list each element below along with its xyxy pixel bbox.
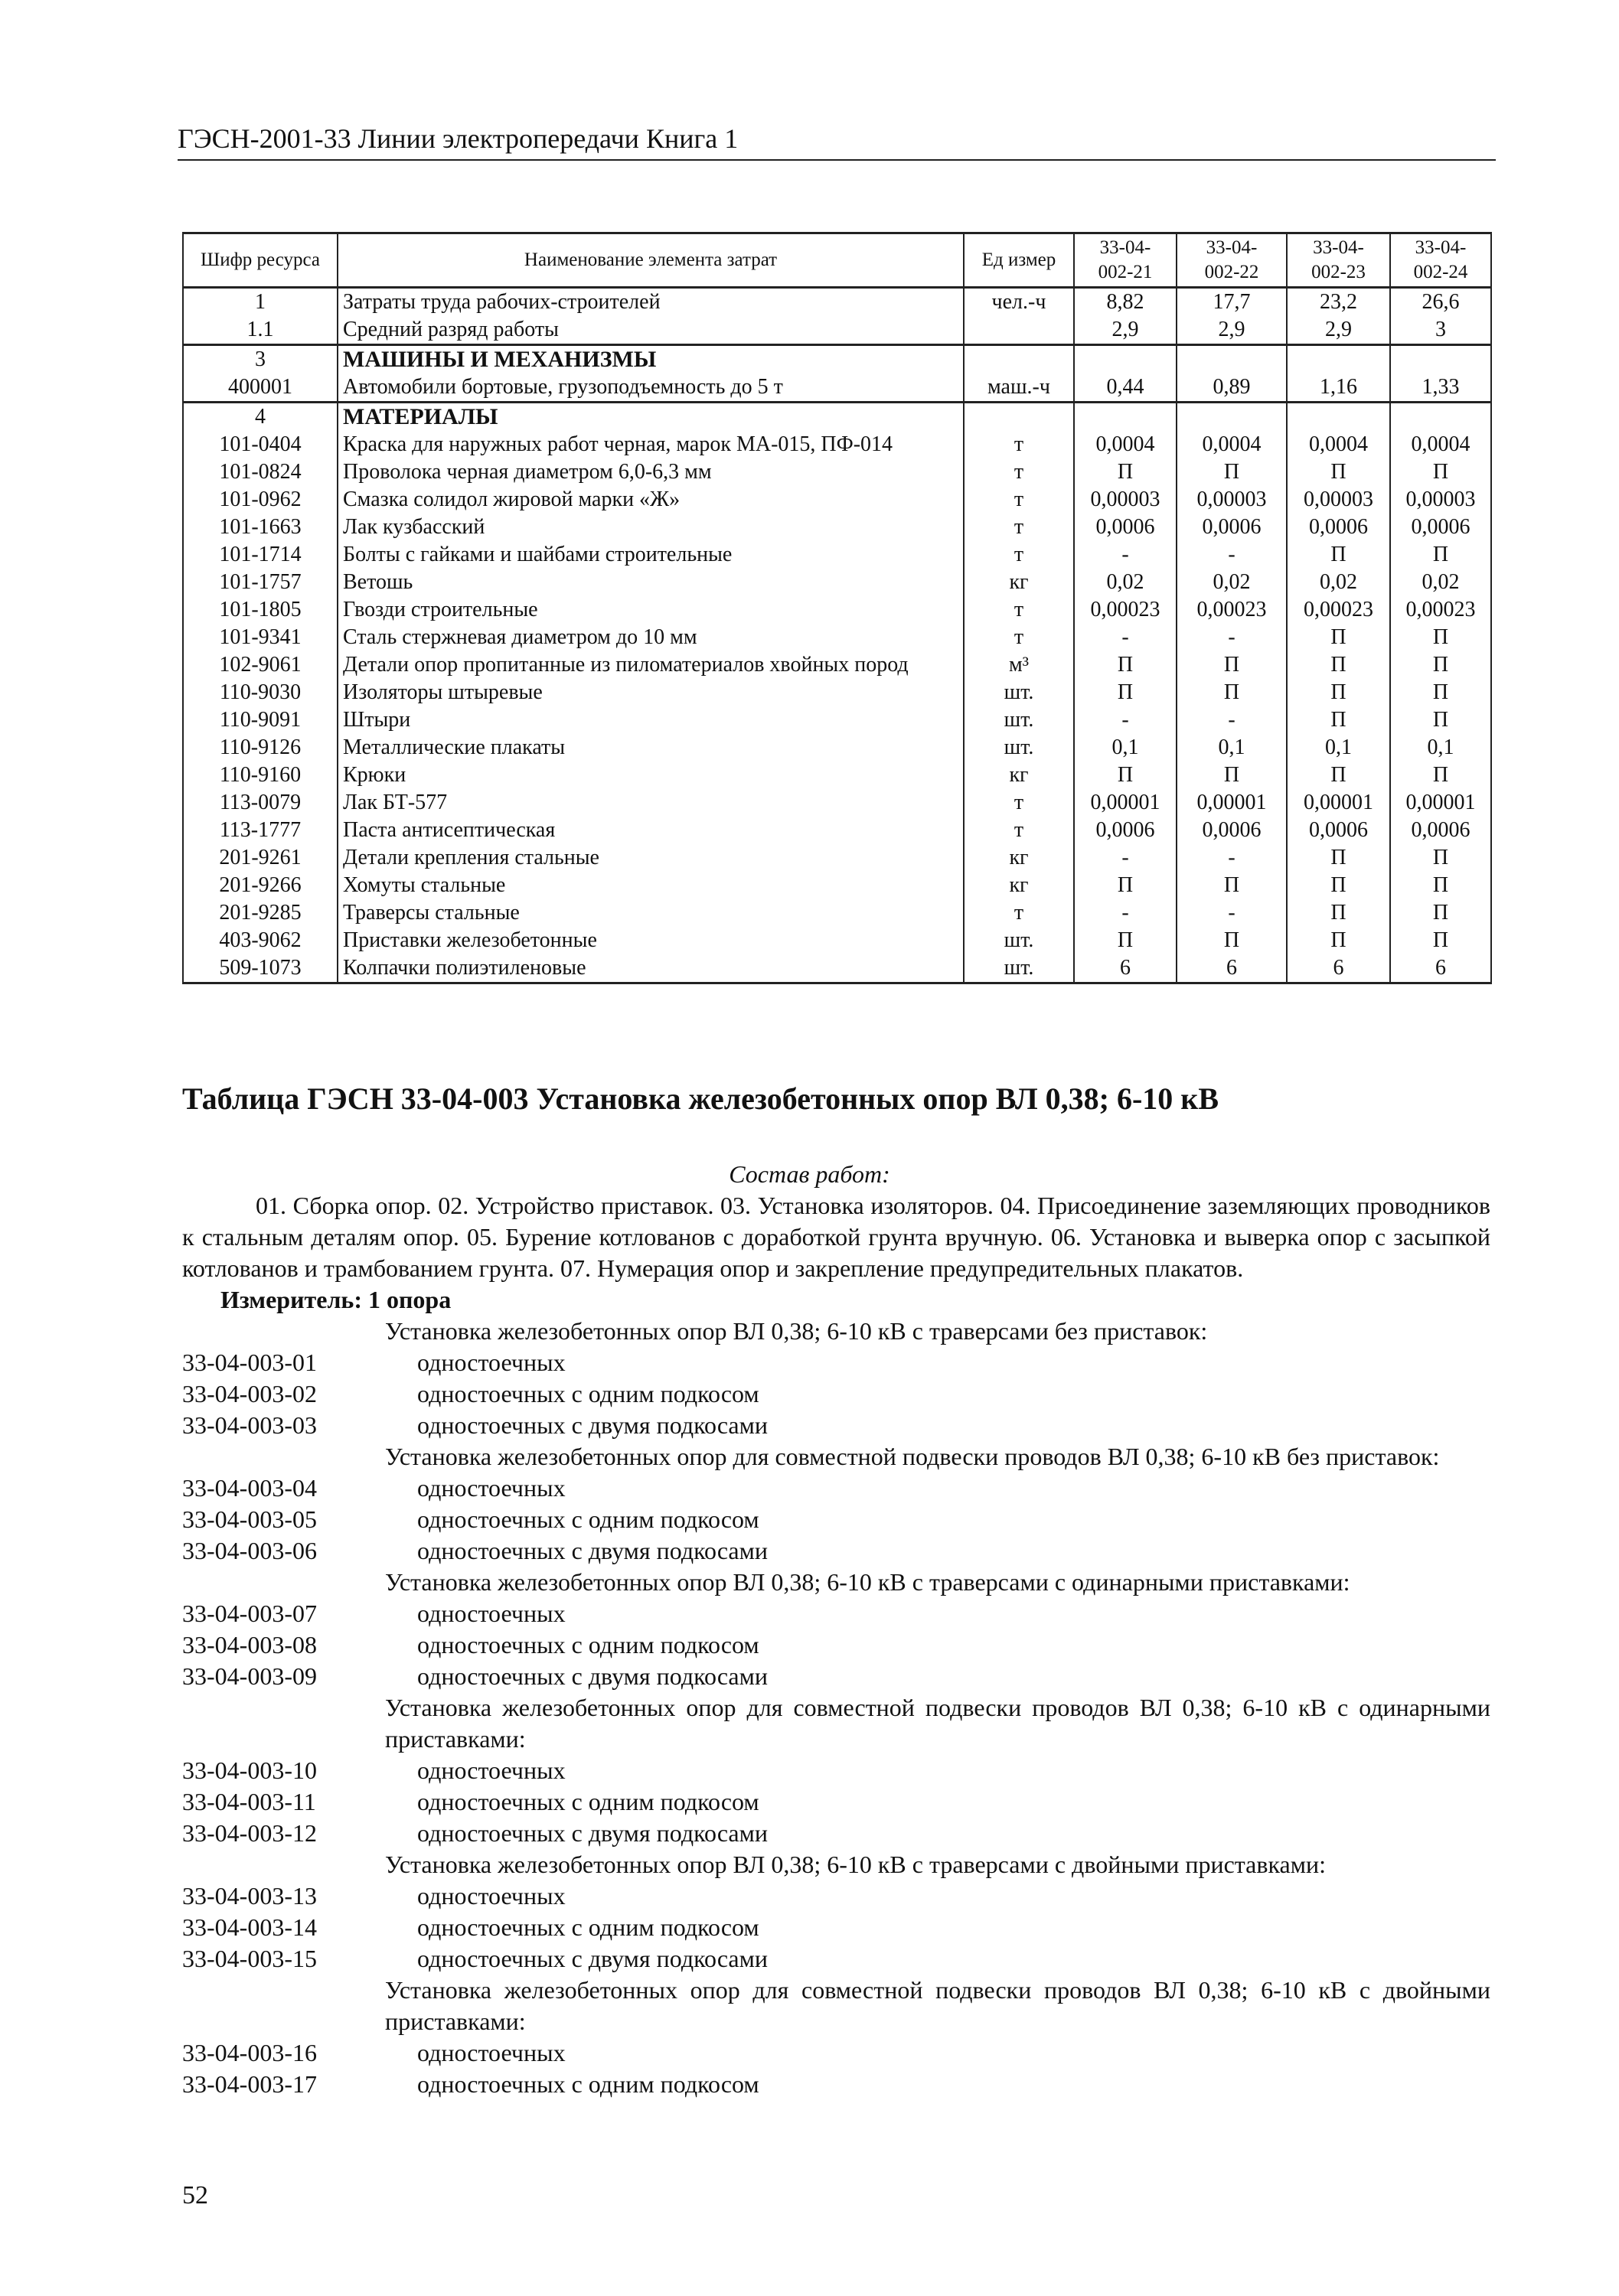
norm-code: 33-04-003-08 [182,1631,317,1658]
section-title: Таблица ГЭСН 33-04-003 Установка железобетонных опор ВЛ 0,38; 6-10 кВ [182,1081,1219,1116]
row-code: 110-9126 [183,734,338,762]
row-value [1287,403,1390,432]
section-body [182,1190,1490,2100]
norm-text: одностоечных [417,1474,566,1502]
row-unit: шт. [964,734,1074,762]
row-value: 0,00003 [1390,486,1491,514]
row-value [1074,403,1177,432]
row-unit: кг [964,569,1074,596]
row-value: 0,02 [1177,569,1287,596]
norm-item [182,1535,1490,1567]
row-value: 2,9 [1177,316,1287,345]
row-value [1177,403,1287,432]
row-value: 0,1 [1177,734,1287,762]
row-value [1177,345,1287,374]
row-value: П [1390,844,1491,872]
row-value [1390,345,1491,374]
row-value: 0,0006 [1287,514,1390,541]
row-value: П [1390,927,1491,954]
row-unit: т [964,596,1074,624]
row-value: П [1390,872,1491,899]
row-value: П [1177,872,1287,899]
col-code: Шифр ресурса [183,233,338,288]
row-name: Штыри [338,706,964,734]
norm-code: 33-04-003-05 [182,1505,317,1533]
norm-item [182,1661,1490,1692]
row-value: П [1287,541,1390,569]
row-value: - [1074,706,1177,734]
row-unit: т [964,541,1074,569]
row-name: Траверсы стальные [338,899,964,927]
table-row [183,706,1491,734]
group-heading: Установка железобетонных опор ВЛ 0,38; 6-10 кВ с траверсами с одинарными приставками: [385,1568,1350,1596]
running-header: ГЭСН-2001-33 Линии электропередачи Книга 1 [178,123,739,154]
row-value [1287,345,1390,374]
row-unit: т [964,789,1074,817]
table-row [183,899,1491,927]
row-value: 8,82 [1074,288,1177,317]
row-value: П [1287,899,1390,927]
row-value: П [1074,651,1177,679]
table-row [183,541,1491,569]
row-value: 0,44 [1074,373,1177,403]
group-heading: Установка железобетонных опор для совместной подвески проводов ВЛ 0,38; 6-10 кВ с одинарными приставками: [385,1694,1490,1753]
norm-item [182,1880,1490,1912]
table-row [183,872,1491,899]
norm-item [182,1943,1490,1975]
table-row [183,734,1491,762]
norm-item [182,2037,1490,2069]
norm-groups [182,1316,1490,2100]
table-row [183,345,1491,374]
table-row [183,403,1491,432]
row-value: 0,0006 [1177,817,1287,844]
table-row [183,762,1491,789]
row-value: 0,00001 [1074,789,1177,817]
row-value: П [1390,541,1491,569]
row-value: П [1177,458,1287,486]
row-unit: т [964,431,1074,458]
resource-table [182,232,1492,984]
norm-text: одностоечных с одним подкосом [417,1913,759,1941]
norm-text: одностоечных [417,1349,566,1376]
row-value: - [1074,844,1177,872]
norm-text: одностоечных с одним подкосом [417,1505,759,1533]
norm-code: 33-04-003-14 [182,1913,317,1941]
row-value: 0,0004 [1287,431,1390,458]
col-v4-b: 002-24 [1413,262,1468,282]
row-unit: кг [964,872,1074,899]
norm-text: одностоечных с двумя подкосами [417,1411,768,1439]
row-name: Краска для наружных работ черная, марок МА-015, ПФ-014 [338,431,964,458]
row-name: Приставки железобетонные [338,927,964,954]
row-value: П [1287,651,1390,679]
row-code: 110-9091 [183,706,338,734]
row-value: - [1177,624,1287,651]
row-value: 0,0004 [1074,431,1177,458]
row-value: П [1177,651,1287,679]
row-code: 201-9285 [183,899,338,927]
row-name: МАШИНЫ И МЕХАНИЗМЫ [338,345,964,374]
row-name: Автомобили бортовые, грузоподъемность до 5 т [338,373,964,403]
row-value: 6 [1177,954,1287,983]
norm-code: 33-04-003-02 [182,1380,317,1407]
norm-text: одностоечных [417,1756,566,1784]
row-value: 6 [1287,954,1390,983]
table-row [183,651,1491,679]
row-value: 0,02 [1390,569,1491,596]
norm-text: одностоечных с одним подкосом [417,1631,759,1658]
row-value: П [1287,762,1390,789]
row-value: - [1074,541,1177,569]
norm-code: 33-04-003-15 [182,1945,317,1972]
row-value: 0,0004 [1177,431,1287,458]
row-value: 23,2 [1287,288,1390,317]
row-code: 101-1663 [183,514,338,541]
row-value: 0,89 [1177,373,1287,403]
norm-item [182,1912,1490,1943]
col-v1-b: 002-21 [1098,262,1153,282]
row-unit: шт. [964,679,1074,706]
row-value: П [1287,872,1390,899]
row-name: Крюки [338,762,964,789]
norm-code: 33-04-003-09 [182,1662,317,1690]
norm-item [182,1818,1490,1849]
row-value: 0,0006 [1074,514,1177,541]
row-value: П [1390,458,1491,486]
table-row [183,927,1491,954]
row-value [1074,345,1177,374]
row-code: 110-9030 [183,679,338,706]
row-name: Хомуты стальные [338,872,964,899]
row-value: 0,1 [1390,734,1491,762]
row-value: П [1390,706,1491,734]
row-code: 110-9160 [183,762,338,789]
row-code: 403-9062 [183,927,338,954]
row-unit: т [964,458,1074,486]
row-value: П [1287,706,1390,734]
row-value: П [1177,679,1287,706]
measure [220,1284,1490,1316]
row-value: П [1074,458,1177,486]
norm-item [182,1598,1490,1629]
row-value: П [1074,679,1177,706]
row-code: 101-0962 [183,486,338,514]
row-name: Смазка солидол жировой марки «Ж» [338,486,964,514]
row-name: Колпачки полиэтиленовые [338,954,964,983]
row-name: МАТЕРИАЛЫ [338,403,964,432]
row-code: 101-9341 [183,624,338,651]
norm-code: 33-04-003-12 [182,1819,317,1847]
works-paragraph: 01. Сборка опор. 02. Устройство приставок. 03. Установка изоляторов. 04. Присоединение заземляющих проводников к стальным деталям опор. 05. Бурение котлованов с доработкой грунта вручную. 06. Установка и выверка опор с засыпкой котлованов и трамбованием грунта. 07. Нумерация опор и закрепление предупредительных плакатов. [182,1192,1490,1282]
row-name: Детали опор пропитанные из пиломатериалов хвойных пород [338,651,964,679]
norm-item [182,1347,1490,1378]
row-value: - [1177,844,1287,872]
row-value: 3 [1390,316,1491,345]
norm-item [182,2069,1490,2100]
row-name: Сталь стержневая диаметром до 10 мм [338,624,964,651]
row-code: 101-1805 [183,596,338,624]
row-value: 0,00003 [1177,486,1287,514]
section-subtitle: Состав работ: [729,1160,890,1188]
row-value: 0,1 [1287,734,1390,762]
row-unit: т [964,486,1074,514]
row-value: 0,0006 [1390,817,1491,844]
row-value: 0,00003 [1287,486,1390,514]
row-code: 400001 [183,373,338,403]
row-value: 17,7 [1177,288,1287,317]
norm-item [182,1755,1490,1786]
row-value: П [1287,458,1390,486]
row-value: - [1177,899,1287,927]
row-unit: м³ [964,651,1074,679]
col-v1 [1074,233,1177,288]
row-code: 101-0404 [183,431,338,458]
norm-text: одностоечных с одним подкосом [417,2070,759,2098]
row-unit: т [964,817,1074,844]
row-code: 1 [183,288,338,317]
row-code: 201-9266 [183,872,338,899]
table-row [183,954,1491,983]
norm-item [182,1786,1490,1818]
row-value: 0,02 [1287,569,1390,596]
norm-code: 33-04-003-10 [182,1756,317,1784]
row-value [1390,403,1491,432]
norm-code: 33-04-003-03 [182,1411,317,1439]
row-value: 1,33 [1390,373,1491,403]
row-unit [964,403,1074,432]
row-value: П [1287,624,1390,651]
row-unit: маш.-ч [964,373,1074,403]
col-v3 [1287,233,1390,288]
row-value: 0,00001 [1287,789,1390,817]
row-value: П [1074,872,1177,899]
row-value: 0,0006 [1287,817,1390,844]
row-value: 2,9 [1074,316,1177,345]
row-code: 4 [183,403,338,432]
col-name: Наименование элемента затрат [338,233,964,288]
row-code: 113-0079 [183,789,338,817]
row-name: Паста антисептическая [338,817,964,844]
row-name: Детали крепления стальные [338,844,964,872]
group-heading: Установка железобетонных опор для совместной подвески проводов ВЛ 0,38; 6-10 кВ без приставок: [385,1443,1440,1470]
row-code: 113-1777 [183,817,338,844]
row-unit: шт. [964,954,1074,983]
row-name: Лак БТ-577 [338,789,964,817]
row-value: 0,00023 [1390,596,1491,624]
row-unit: т [964,624,1074,651]
table-row [183,817,1491,844]
row-value: 0,00001 [1177,789,1287,817]
norm-text: одностоечных с двумя подкосами [417,1662,768,1690]
col-v2-a: 33-04- [1206,237,1258,258]
measure-label: Измеритель: [220,1286,362,1313]
row-unit [964,345,1074,374]
col-v2 [1177,233,1287,288]
row-unit: чел.-ч [964,288,1074,317]
col-v2-b: 002-22 [1204,262,1259,282]
row-name: Затраты труда рабочих-строителей [338,288,964,317]
row-unit: кг [964,844,1074,872]
row-unit: кг [964,762,1074,789]
row-value: 0,00023 [1287,596,1390,624]
row-code: 509-1073 [183,954,338,983]
row-value: П [1390,762,1491,789]
row-value: П [1287,927,1390,954]
row-unit: шт. [964,706,1074,734]
row-value: 0,0006 [1177,514,1287,541]
row-value: П [1074,927,1177,954]
row-name: Лак кузбасский [338,514,964,541]
col-v4-a: 33-04- [1415,237,1467,258]
row-unit: т [964,899,1074,927]
row-value: - [1177,706,1287,734]
row-unit: шт. [964,927,1074,954]
row-value: П [1177,762,1287,789]
table-row [183,458,1491,486]
row-unit [964,316,1074,345]
row-code: 1.1 [183,316,338,345]
row-name: Металлические плакаты [338,734,964,762]
norm-text: одностоечных с одним подкосом [417,1380,759,1407]
norm-code: 33-04-003-16 [182,2039,317,2066]
row-value: 0,02 [1074,569,1177,596]
norm-text: одностоечных с двумя подкосами [417,1537,768,1564]
table-row [183,679,1491,706]
norm-code: 33-04-003-01 [182,1349,317,1376]
row-value: 0,00023 [1177,596,1287,624]
table-row [183,373,1491,403]
norm-item [182,1410,1490,1441]
group-heading: Установка железобетонных опор для совместной подвески проводов ВЛ 0,38; 6-10 кВ с двойными приставками: [385,1976,1490,2035]
table-row [183,569,1491,596]
norm-item [182,1378,1490,1410]
group-heading: Установка железобетонных опор ВЛ 0,38; 6-10 кВ с траверсами без приставок: [385,1317,1208,1345]
row-value: П [1074,762,1177,789]
row-code: 3 [183,345,338,374]
row-code: 101-0824 [183,458,338,486]
row-name: Ветошь [338,569,964,596]
norm-item [182,1629,1490,1661]
row-code: 102-9061 [183,651,338,679]
row-name: Проволока черная диаметром 6,0-6,3 мм [338,458,964,486]
row-unit: т [964,514,1074,541]
table-row [183,844,1491,872]
row-value: 1,16 [1287,373,1390,403]
col-unit: Ед измер [964,233,1074,288]
group-heading: Установка железобетонных опор ВЛ 0,38; 6-10 кВ с траверсами с двойными приставками: [385,1851,1327,1878]
table-row [183,316,1491,345]
row-value: П [1390,624,1491,651]
row-code: 101-1757 [183,569,338,596]
row-name: Болты с гайками и шайбами строительные [338,541,964,569]
row-value: 0,0006 [1390,514,1491,541]
col-v3-a: 33-04- [1313,237,1364,258]
row-value: 26,6 [1390,288,1491,317]
table-header [183,233,1491,288]
row-value: П [1177,927,1287,954]
norm-code: 33-04-003-07 [182,1600,317,1627]
row-value: П [1390,679,1491,706]
row-value: П [1287,844,1390,872]
norm-text: одностоечных с одним подкосом [417,1788,759,1815]
row-value: П [1390,651,1491,679]
row-value: 0,00001 [1390,789,1491,817]
row-value: 6 [1390,954,1491,983]
page-number: 52 [182,2181,208,2210]
norm-code: 33-04-003-06 [182,1537,317,1564]
norm-code: 33-04-003-13 [182,1882,317,1910]
norm-item [182,1473,1490,1504]
col-v1-a: 33-04- [1099,237,1151,258]
measure-value: 1 опора [367,1286,452,1313]
row-value: - [1074,899,1177,927]
row-name: Гвозди строительные [338,596,964,624]
norm-text: одностоечных с двумя подкосами [417,1945,768,1972]
row-value: 0,1 [1074,734,1177,762]
row-code: 201-9261 [183,844,338,872]
table-row [183,596,1491,624]
col-v3-b: 002-23 [1311,262,1366,282]
row-value: П [1390,899,1491,927]
row-value: 0,00023 [1074,596,1177,624]
norm-text: одностоечных с двумя подкосами [417,1819,768,1847]
norm-text: одностоечных [417,1600,566,1627]
norm-text: одностоечных [417,1882,566,1910]
norm-item [182,1504,1490,1535]
row-value: 2,9 [1287,316,1390,345]
table-row [183,514,1491,541]
table-row [183,624,1491,651]
table-row [183,789,1491,817]
norm-code: 33-04-003-04 [182,1474,317,1502]
row-value: - [1074,624,1177,651]
row-value: 6 [1074,954,1177,983]
norm-text: одностоечных [417,2039,566,2066]
row-code: 101-1714 [183,541,338,569]
table-row [183,431,1491,458]
row-value: 0,0004 [1390,431,1491,458]
col-v4 [1390,233,1491,288]
norm-code: 33-04-003-17 [182,2070,317,2098]
row-name: Изоляторы штыревые [338,679,964,706]
header-divider [178,159,1496,161]
row-value: - [1177,541,1287,569]
table-row [183,486,1491,514]
row-value: П [1287,679,1390,706]
row-name: Средний разряд работы [338,316,964,345]
row-value: 0,0006 [1074,817,1177,844]
norm-code: 33-04-003-11 [182,1788,316,1815]
table-row [183,288,1491,317]
row-value: 0,00003 [1074,486,1177,514]
